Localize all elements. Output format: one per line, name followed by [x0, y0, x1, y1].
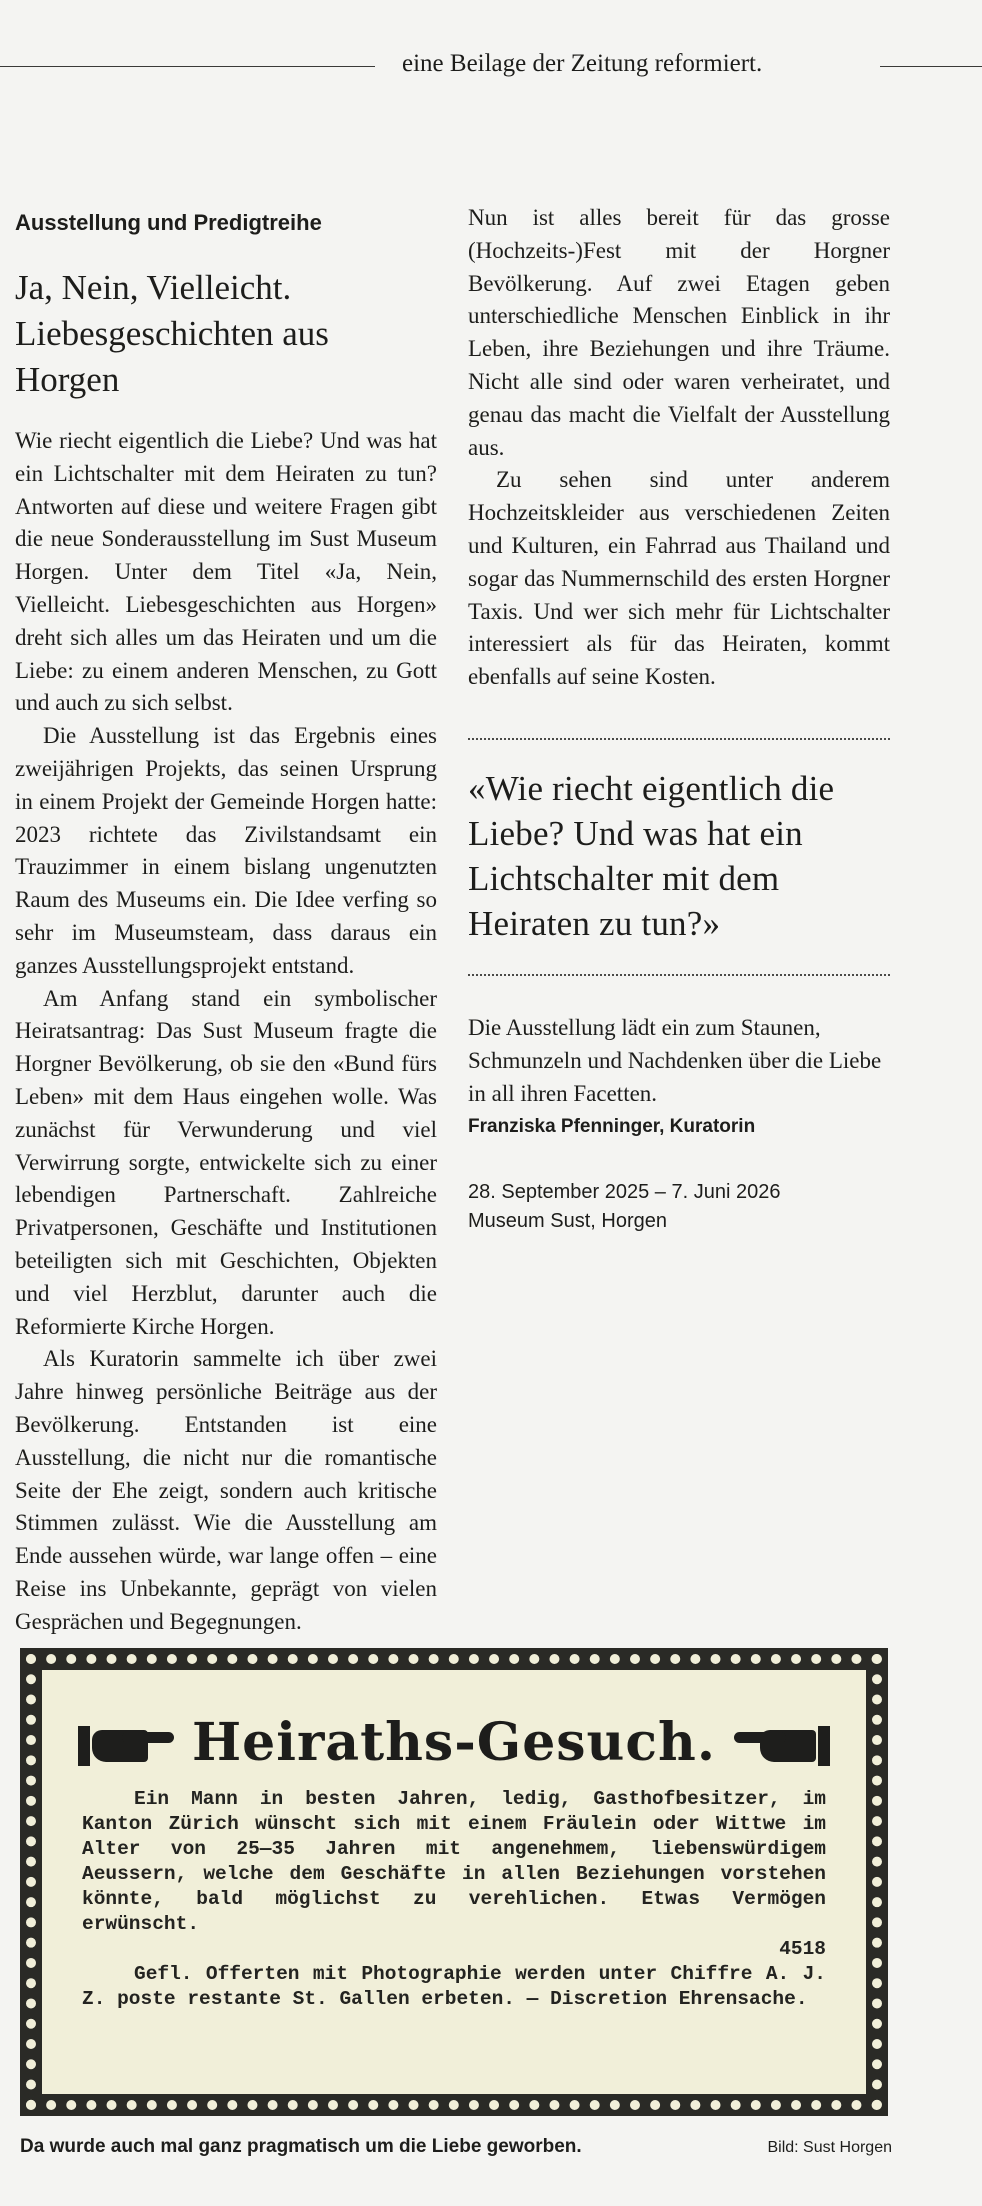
advertisement-title: Heiraths-Gesuch.	[192, 1712, 716, 1773]
quote-divider-top	[468, 738, 890, 740]
article-column-right	[468, 202, 890, 1236]
image-credit: Bild: Sust Horgen	[767, 2139, 892, 2156]
article-kicker: Ausstellung und Predigtreihe	[15, 210, 322, 235]
pointing-hand-icon	[734, 1722, 830, 1768]
article-body-right	[468, 202, 890, 694]
advertisement-text	[82, 1787, 826, 2012]
article-paragraph: Zu sehen sind unter anderem Hochzeitskleider aus verschiedenen Zeiten und Kulturen, ein Fahrrad aus Thailand und sogar das Nummernschild des ersten Horgner Taxis. Und wer sich mehr für Lichtschalter interessiert als für das Heiraten, kommt ebenfalls auf seine Kosten.	[468, 467, 890, 690]
caption-text: Da wurde auch mal ganz pragmatisch um die Liebe geworben.	[20, 2136, 582, 2157]
historical-advertisement	[20, 1648, 888, 2116]
advertisement-number: 4518	[779, 1938, 826, 1960]
header-rule-left	[0, 66, 375, 67]
exhibition-venue: Museum Sust, Horgen	[468, 1210, 667, 1233]
article-paragraph: Nun ist alles bereit für das grosse (Hochzeits-)Fest mit der Horgner Bevölkerung. Auf zwei Etagen geben unterschiedliche Menschen Einblick in ihr Leben, ihre Beziehungen und ihre Träume. Nicht alle sind oder waren verheiratet, und genau das macht die Vielfalt der Ausstellung aus.	[468, 205, 890, 460]
article-paragraph: Als Kuratorin sammelte ich über zwei Jahre hinweg persönliche Beiträge aus der Bevölkerung. Entstanden ist eine Ausstellung, die nicht nur die romantische Seite der Ehe zeigt, sondern auch kritische Stimmen zulässt. Wie die Ausstellung am Ende aussehen würde, war lange offen – eine Reise ins Unbekannte, geprägt von vielen Gesprächen und Begegnungen.	[15, 1346, 437, 1634]
article-column-left	[15, 210, 437, 1638]
advertisement-paragraph: Ein Mann in besten Jahren, ledig, Gasthofbesitzer, im Kanton Zürich wünscht sich mit einem Fräulein oder Wittwe im Alter von 25—35 Jahren mit angenehmem, liebenswürdigem Aeussern, welche dem Geschäfte in allen Beziehungen vorstehen könnte, bald möglichst zu verehlichen. Etwas Vermögen erwünscht.	[82, 1788, 826, 1935]
pull-quote: «Wie riecht eigentlich die Liebe? Und was hat ein Lichtschalter mit dem Heiraten zu tun?»	[468, 768, 835, 943]
image-caption	[20, 2136, 892, 2158]
quote-divider-bottom	[468, 974, 890, 976]
closing-text: Die Ausstellung lädt ein zum Staunen, Schmunzeln und Nachdenken über die Liebe in all ihren Facetten.	[468, 1014, 882, 1106]
article-headline: Ja, Nein, Vielleicht. Liebesgeschichten aus Horgen	[15, 268, 329, 399]
header-rule-right	[880, 66, 982, 67]
pointing-hand-icon	[78, 1722, 174, 1768]
article-body-left	[15, 425, 437, 1638]
exhibition-dates: 28. September 2025 – 7. Juni 2026	[468, 1181, 781, 1204]
article-paragraph: Die Ausstellung ist das Ergebnis eines zweijährigen Projekts, das seinen Ursprung in einem Projekt der Gemeinde Horgen hatte: 2023 richtete das Zivilstandsamt ein Trauzimmer in einem bislang ungenutzten Raum des Museums ein. Die Idee verfing so sehr im Museumsteam, dass daraus ein ganzes Ausstellungsprojekt entstand.	[15, 723, 437, 978]
author-byline: Franziska Pfenninger, Kuratorin	[468, 1116, 756, 1138]
exhibition-info	[468, 1178, 890, 1236]
article-paragraph: Wie riecht eigentlich die Liebe? Und was hat ein Lichtschalter mit dem Heiraten zu tun? Antworten auf diese und weitere Fragen gibt die neue Sonderausstellung im Sust Museum Horgen. Unter dem Titel «Ja, Nein, Vielleicht. Liebesgeschichten aus Horgen» dreht sich alles um das Heiraten und um die Liebe: zu einem anderen Menschen, zu Gott und auch zu sich selbst.	[15, 428, 437, 716]
article-paragraph: Am Anfang stand ein symbolischer Heiratsantrag: Das Sust Museum fragte die Horgner Bevölkerung, ob sie den «Bund fürs Leben» mit dem Haus eingehen wolle. Was zunächst für Verwunderung und viel Verwirrung sorgte, entwickelte sich zu einer lebendigen Partnerschaft. Zahlreiche Privatpersonen, Geschäfte und Institutionen beteiligten sich mit Geschichten, Objekten und viel Herzblut, darunter auch die Reformierte Kirche Horgen.	[15, 985, 437, 1339]
advertisement-paragraph: Gefl. Offerten mit Photographie werden unter Chiffre A. J. Z. poste restante St. Gallen erbeten. — Discretion Ehrensache.	[82, 1963, 826, 2010]
supplement-line: eine Beilage der Zeitung reformiert.	[402, 50, 763, 77]
advertisement-content	[82, 1708, 826, 2064]
